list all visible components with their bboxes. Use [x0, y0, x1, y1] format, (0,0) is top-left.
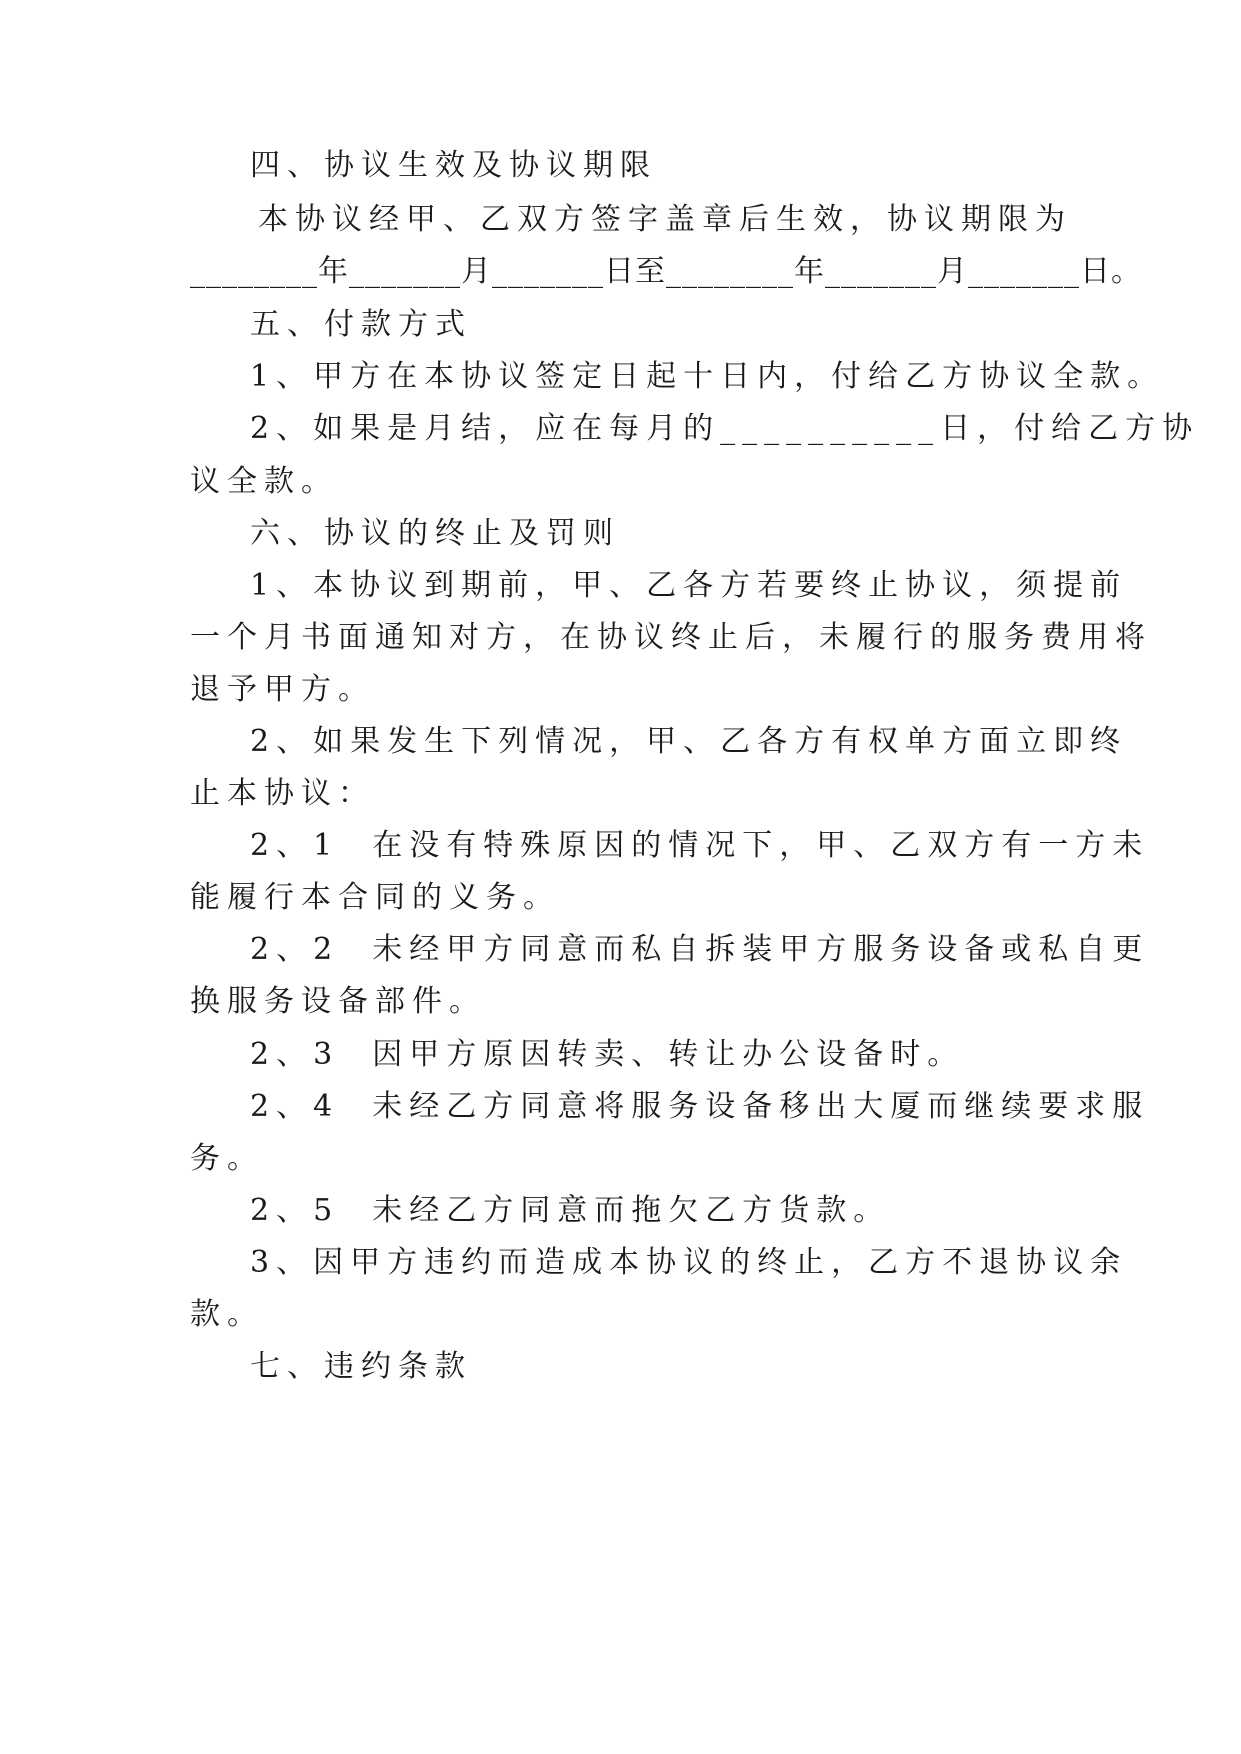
section-6-item-2-5: 2、5 未经乙方同意而拖欠乙方货款。	[250, 1193, 891, 1228]
section-6-item-1-line-2: 一个月书面通知对方，在协议终止后，未履行的服务费用将	[190, 620, 1152, 655]
section-6-item-2-line-2: 止本协议：	[190, 776, 375, 811]
section-6-item-2-3: 2、3 因甲方原因转卖、转让办公设备时。	[250, 1037, 965, 1072]
section-5-heading: 五、付款方式	[250, 307, 472, 342]
section-6-item-2-4-line-2: 务。	[190, 1141, 264, 1176]
section-6-item-2-4-line-1: 2、4 未经乙方同意将服务设备移出大厦而继续要求服	[250, 1089, 1150, 1124]
section-6-item-2-1-line-1: 2、1 在没有特殊原因的情况下，甲、乙双方有一方未	[250, 828, 1150, 863]
section-6-heading: 六、协议的终止及罚则	[250, 516, 620, 551]
section-5-item-2-line-2: 议全款。	[190, 464, 338, 499]
section-4-heading: 四、协议生效及协议期限	[250, 148, 657, 183]
section-6-item-2-2-line-2: 换服务设备部件。	[190, 984, 486, 1019]
section-6-item-2-1-line-2: 能履行本合同的义务。	[190, 880, 560, 915]
section-4-body-line-1: 本协议经甲、乙双方签字盖章后生效，协议期限为	[258, 202, 1072, 237]
section-6-item-2-2-line-1: 2、2 未经甲方同意而私自拆装甲方服务设备或私自更	[250, 932, 1150, 967]
section-6-item-2-line-1: 2、如果发生下列情况，甲、乙各方有权单方面立即终	[250, 724, 1128, 759]
section-6-item-3-line-2: 款。	[190, 1297, 264, 1332]
section-5-item-2-line-1: 2、如果是月结，应在每月的__________日，付给乙方协	[250, 411, 1200, 446]
section-6-item-1-line-1: 1、本协议到期前，甲、乙各方若要终止协议，须提前	[250, 568, 1128, 603]
section-6-item-1-line-3: 退予甲方。	[190, 672, 375, 707]
section-7-heading: 七、违约条款	[250, 1349, 472, 1384]
section-6-item-3-line-1: 3、因甲方违约而造成本协议的终止，乙方不退协议余	[250, 1245, 1128, 1280]
section-5-item-1: 1、甲方在本协议签定日起十日内，付给乙方协议全款。	[250, 359, 1165, 394]
section-4-body-line-2: ________年_______月_______日至________年_______月_______日。	[190, 254, 1142, 289]
